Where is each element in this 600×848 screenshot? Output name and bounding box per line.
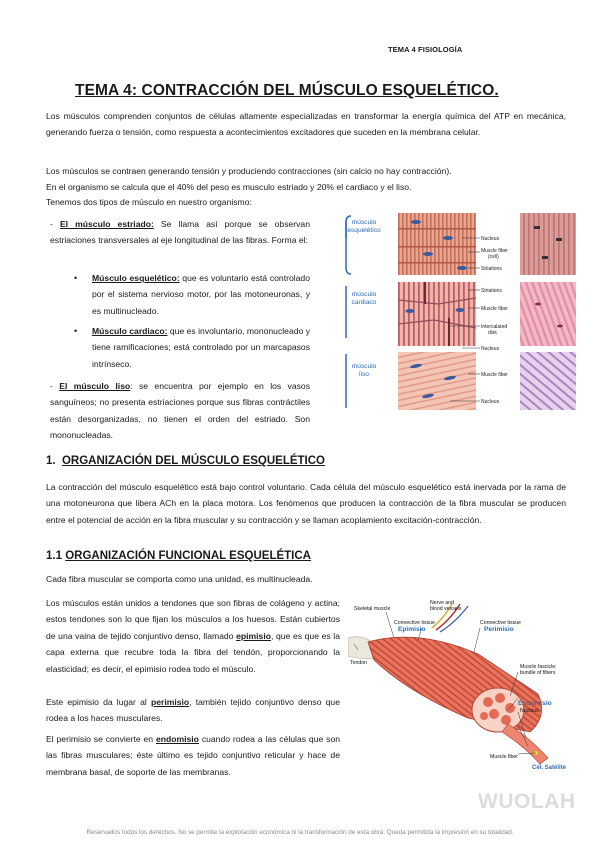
svg-text:músculo: músculo [351,363,377,370]
endomisio-term: endomisio [155,734,199,744]
skeletal-muscle-bullet: • Músculo esquelético: que es voluntario está controlado por el sistema nervioso motor, por las motoneuronas, y es multinucleado. [92,270,310,319]
skeletal-muscle-term: Músculo esquelético: [92,273,180,283]
svg-text:esquelético: esquelético [347,227,381,234]
cardiac-micrograph [520,282,576,346]
page-title: TEMA 4: CONTRACCIÓN DEL MÚSCULO ESQUELÉTICO. [75,82,499,99]
striated-muscle-term: El músculo estriado: [59,219,154,229]
section-1-1-paragraph-4: El perimisio se convierte en endomisio cuando rodea a las células que son las fibras musculares; éste último es tejido conjuntivo reticular y hace de membrana basal, de soporte de las membranas. [46,734,340,777]
endomisio-label: Endomisio [518,700,552,707]
bullet-dot-icon: • [74,326,78,336]
cardiac-label [352,291,377,306]
watermark-logo: WUOLAH [478,790,576,813]
section-1-title: ORGANIZACIÓN DEL MÚSCULO ESQUELÉTICO [61,455,326,467]
smooth-muscle-term: El músculo liso [59,381,131,391]
intro-line-2: En el organismo se calcula que el 40% del peso es musculo estriado y 20% el cardiaco y el liso. [46,182,412,193]
page-header: TEMA 4 FISIOLOGÍA [388,45,463,54]
svg-text:cardiaco: cardiaco [351,299,377,306]
muscle-organization-figure [348,598,574,770]
skeletal-label [347,219,381,234]
intro-line-3: Tenemos dos tipos de músculo en nuestro organismo: [46,196,252,207]
striations-annotation-1: Striations [481,266,502,272]
nucleus-annotation-1: Nucleus [481,236,500,242]
svg-text:(cell): (cell) [488,254,499,260]
fascicle-label: Muscle fascicle: [520,664,557,670]
intro-line-1: Los músculos se contraen generando tensión y produciendo contracciones (sin calcio no hay contracción). [46,166,452,176]
intro-paragraph-2 [46,163,566,210]
section-1-paragraph: La contracción del músculo esquelético está bajo control voluntario. Cada célula del músculo esquelético está inervada por la rama de una motoneurona que libera ACh en la placa motora. Los fenómenos que producen la contracción de la fibra muscular se producen entre el potencial de acción en la fibra muscular y su contracción y se llaman acoplamiento excitación-contracción. [46,482,566,525]
tendon-label: Tendon [350,660,368,666]
svg-text:disk: disk [488,330,497,336]
svg-text:liso: liso [359,371,369,378]
cardiac-muscle-term: Músculo cardiaco: [92,326,168,336]
epimisio-term: epimisio [236,630,271,641]
smooth-muscle-item: - El músculo liso: se encuentra por ejemplo en los vasos sanguíneos; no presenta estriaciones porque sus fibras contráctiles están desorganizadas, no tienen el orden del estriado. Son mononucleadas. [50,381,310,441]
muscle-fiber-label: Muscle fiber [490,754,518,760]
svg-text:blood vessels: blood vessels [430,606,462,612]
section-1-1-title: ORGANIZACIÓN FUNCIONAL ESQUELÉTICA [65,550,311,562]
section-1-1-paragraph-1: Cada fibra muscular se comporta como una unidad, es multinucleada. [46,574,313,584]
skeletal-muscle-label: Skeletal muscle [354,606,391,612]
disk-annotation: Intercalated [481,324,508,330]
cardiac-drawing [398,282,476,346]
smooth-micrograph [520,352,576,410]
satellite-cell-label: Cél. Satélite [532,765,567,770]
fiber-annotation-3: Muscle fiber [481,372,508,378]
intro-paragraph-1: Los músculos comprenden conjuntos de células altamente especializadas en transformar la energía química del ATP en mecánica, generando fuerza o tensión, como respuesta a acontecimientos excitadores que suceden en la membrana celular. [46,111,566,138]
striated-muscle-item: - El músculo estriado: Se llama así porque se observan estriaciones transversales al eje longitudinal de las fibras. Forma el: [50,219,310,246]
bullet-dot-icon: • [74,273,78,283]
epimisio-label: Epimisio [398,626,426,633]
striations-annotation-2: Striations [481,288,502,294]
section-1-1-heading: 1.1 ORGANIZACIÓN FUNCIONAL ESQUELÉTICA [46,550,311,562]
section-1-1-paragraph-2: Los músculos están unidos a tendones que son fibras de colágeno y actina; estos tendones son lo que fijan los músculos a los huesos. Están cubiertos de una vaina de tejido conjuntivo denso, llamado epimisio, que es que es la capa externa que recubre toda la fibra del tendón, proporcionando la elasticidad; es decir, el epimisio rodea todo el músculo. [46,598,340,674]
perimisio-label: Perimisio [484,626,514,633]
muscle-types-figure [338,208,576,414]
smooth-label [352,363,377,378]
fiber-annotation-1: Muscle fiber [481,248,508,254]
section-1-heading: 1. ORGANIZACIÓN DEL MÚSCULO ESQUELÉTICO [46,455,326,467]
fiber-annotation-2: Muscle fiber [481,306,508,312]
nucleus-label: Nucleus [520,708,539,714]
svg-text:músculo: músculo [351,291,377,298]
footer-rights: Reservados todos los derechos. No se permite la explotación económica ni la transformación de esta obra. Queda permitida la impresión en su totalidad. [86,829,514,836]
nucleus-annotation-3: Nucleus [481,399,500,405]
connective-tissue-label-2: Connective tissue [480,620,521,626]
nerve-label: Nerve and [430,600,454,606]
nucleus-annotation-2: Nucleus [481,346,500,352]
section-1-1-paragraph-3: Este epimisio da lugar al perimisio, también tejido conjuntivo denso que rodea a los haces musculares. [46,697,340,724]
svg-text:bundle of fibers: bundle of fibers [520,670,556,676]
cardiac-muscle-bullet: • Músculo cardiaco: que es involuntario, mononucleado y tiene ramificaciones; está controlado por un marcapasos intrínseco. [92,323,310,372]
svg-text:músculo: músculo [351,219,377,226]
skeletal-drawing [398,213,476,275]
connective-tissue-label-1: Connective tissue [394,620,435,626]
perimisio-term: perimisio [150,697,190,707]
